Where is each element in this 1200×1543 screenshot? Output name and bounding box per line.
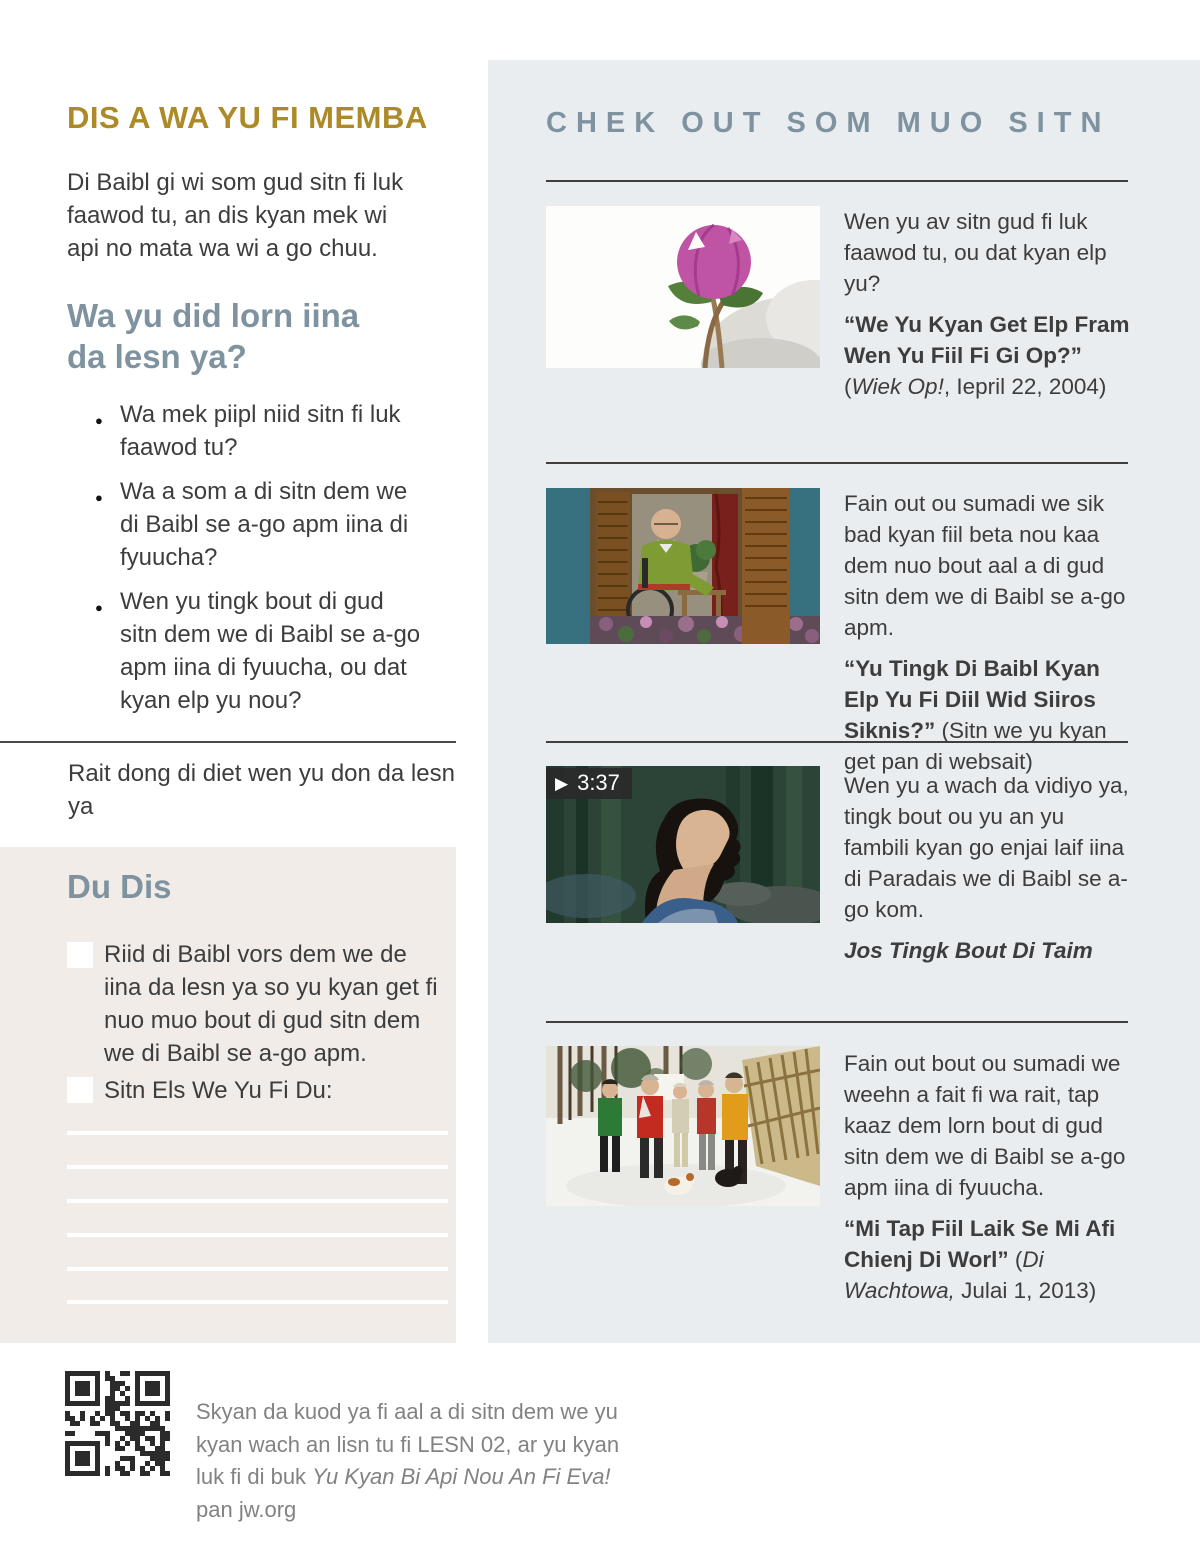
- video-duration-badge: [546, 768, 632, 799]
- section-divider: [546, 741, 1128, 743]
- qr-code: [65, 1371, 170, 1476]
- section-divider: [546, 1021, 1128, 1023]
- checkbox-other-things[interactable]: [67, 1077, 93, 1103]
- section-1-body: Wen yu av sitn gud fi luk faawod tu, ou dat kyan elp yu?: [844, 209, 1107, 296]
- write-line[interactable]: [67, 1131, 448, 1135]
- write-line[interactable]: [67, 1267, 448, 1271]
- write-date-note: Rait dong di diet wen yu don da lesn ya: [68, 760, 455, 820]
- review-question: ● Wa mek piipl niid sitn fi luk faawod tu?: [95, 398, 425, 464]
- section-divider: [546, 462, 1128, 464]
- section-2-text: [844, 488, 1132, 777]
- checkbox-read-verses-label: Riid di Baibl vors dem we de iina da lesn ya so yu kyan get fi nuo muo bout di gud sitn dem we di Baibl se a-go apm.: [104, 941, 438, 1067]
- review-heading: Wa yu did lorn iina da lesn ya?: [67, 297, 360, 375]
- section-4-reference: “Mi Tap Fiil Laik Se Mi Afi Chienj Di Worl” (Di Wachtowa, Julai 1, 2013): [844, 1216, 1116, 1303]
- video-thumbnail[interactable]: [546, 766, 820, 923]
- check-out-heading: CHEK OUT SOM MUO SITN: [546, 107, 1111, 139]
- section-4-text: [844, 1048, 1132, 1306]
- section-4-body: Fain out bout ou sumadi we weehn a fait fi wa rait, tap kaaz dem lorn bout di gud sitn dem we di Baibl se a-go apm iina di fyuucha.: [844, 1051, 1126, 1200]
- section-2-body: Fain out ou sumadi we sik bad kyan fiil beta nou kaa dem nuo bout aal a di gud sitn dem we di Baibl se a-go apm.: [844, 491, 1126, 640]
- section-3-text: [844, 770, 1132, 966]
- write-line[interactable]: [67, 1165, 448, 1169]
- section-divider: [546, 180, 1128, 182]
- footer-scan-note: Skyan da kuod ya fi aal a di sitn dem we yu kyan wach an lisn tu fi LESN 02, ar yu kyan luk fi di buk Yu Kyan Bi Api Nou An Fi Eva! pan jw.org: [196, 1399, 620, 1522]
- section-3-video-title: Jos Tingk Bout Di Taim: [844, 938, 1093, 963]
- remember-body: Di Baibl gi wi som gud sitn fi luk faawod tu, an dis kyan mek wi api no mata wa wi a go chuu.: [67, 169, 404, 262]
- review-question: ● Wa a som a di sitn dem we di Baibl se a-go apm iina di fyuucha?: [95, 475, 425, 574]
- video-duration: 3:37: [577, 770, 620, 795]
- write-line[interactable]: [67, 1199, 448, 1203]
- remember-heading: DIS A WA YU FI MEMBA: [67, 100, 428, 135]
- section-3-body: Wen yu a wach da vidiyo ya, tingk bout ou yu an yu fambili kyan go enjai laif iina di Paradais we di Baibl se a-go kom.: [844, 773, 1129, 922]
- write-line[interactable]: [67, 1233, 448, 1237]
- write-line[interactable]: [67, 1300, 448, 1304]
- play-icon: ▶: [555, 773, 569, 793]
- du-dis-heading: Du Dis: [67, 868, 172, 905]
- section-1-text: [844, 206, 1132, 402]
- checkbox-other-things-label: Sitn Els We Yu Fi Du:: [104, 1077, 333, 1104]
- section-1-reference: “We Yu Kyan Get Elp Fram Wen Yu Fiil Fi Gi Op?” (Wiek Op!, Iepril 22, 2004): [844, 312, 1130, 399]
- family-winter-walk-image: [546, 1046, 820, 1206]
- section-2-reference: “Yu Tingk Di Baibl Kyan Elp Yu Fi Diil Wid Siiros Siknis?” (Sitn we yu kyan get pan di websait): [844, 656, 1107, 774]
- left-divider: [0, 741, 456, 743]
- pink-flower-image: [546, 206, 820, 368]
- review-question: ● Wen yu tingk bout di gud sitn dem we di Baibl se a-go apm iina di fyuucha, ou dat kyan elp yu nou?: [95, 585, 425, 717]
- review-question-list: [95, 398, 425, 728]
- checkbox-read-verses[interactable]: [67, 942, 93, 968]
- man-in-wheelchair-image: [546, 488, 820, 644]
